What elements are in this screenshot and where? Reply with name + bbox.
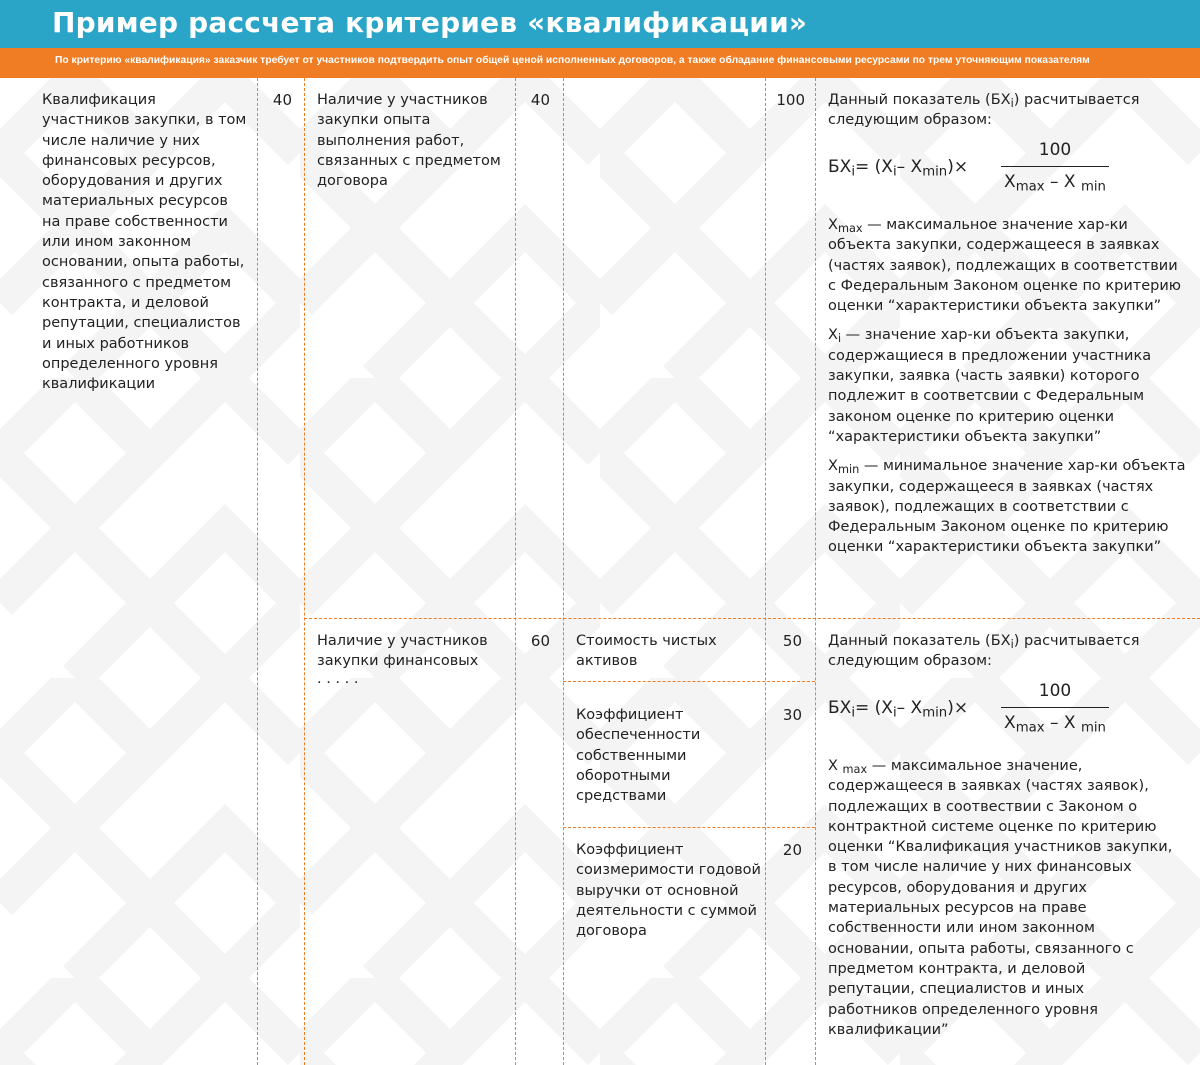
subindicator-label: Коэффициент обеспеченности собственными оборотными средствами xyxy=(576,707,701,805)
fraction-denominator: $X_{max}$ – X $_{min}$ xyxy=(1004,172,1106,195)
formula-intro: Данный показатель $(БХ_i)$ расчитывается следующим образом: xyxy=(828,633,1140,670)
subindicator-weight: 30 xyxy=(782,706,802,724)
subindicator-label: Стоимость чистых активов xyxy=(576,633,717,670)
formula-fraction xyxy=(1001,140,1109,195)
formula-lhs: $БХ_i= (X_i-$ $X_{min})\times$ xyxy=(828,698,969,721)
page-subtitle: По критерию «квалификация» заказчик требует от участников подтвердить опыт общей ценой исполненных договоров, а также обладание финансовыми ресурсами по трем уточняющим показателям xyxy=(55,55,1090,66)
criterion-weight: 40 xyxy=(272,91,292,109)
criterion-label: Квалификация участников закупки, в том числе наличие у них финансовых ресурсов, оборудования и других материальных ресурсов на праве собственности или ином законном основании, опыта работы, связанного с предметом контракта, и деловой репутации, специалистов и иных работников определенного уровня квалификации xyxy=(42,92,247,393)
xmin-description: $X_{min}$ — минимальное значение хар-ки объекта закупки, содержащееся в заявках (частях заявок), подлежащих в соответствии с Федеральным Законом оценке по критерию оценки “характеристики объекта закупки” xyxy=(828,458,1186,556)
formula-descriptions xyxy=(828,756,1173,1049)
col-divider xyxy=(515,78,516,1065)
formula-descriptions xyxy=(828,215,1188,567)
indicator-weight: 40 xyxy=(530,91,550,109)
clipped-text-fragment: . . . . . xyxy=(317,671,359,687)
page-title: Пример рассчета критериев «квалификации» xyxy=(52,6,808,39)
col-divider xyxy=(815,78,816,1065)
xi-description: $X_i$ — значение хар-ки объекта закупки, содержащиеся в предложении участника закупки, заявка (часть заявки) которого подлежит в соответсвии с Федеральным законом оценке по критерию оценки “характеристики объекта закупки” xyxy=(828,327,1152,445)
formula-lhs: $БХ_i= (X_i-$ $X_{min})\times$ xyxy=(828,157,969,180)
fraction-numerator: 100 xyxy=(1038,681,1072,701)
col-divider xyxy=(304,78,305,1065)
col-divider xyxy=(257,78,258,1065)
title-bar xyxy=(0,0,1200,48)
indicator-weight: 60 xyxy=(530,632,550,650)
col-divider xyxy=(563,78,564,1065)
indicator-label: Наличие у участников закупки опыта выполнения работ, связанных с предметом договора xyxy=(317,92,501,190)
subindicator-weight: 50 xyxy=(782,632,802,650)
xmax-description: X $_{max}$ — максимальное значение, содержащееся в заявках (частях заявок), подлежащих в соотвествии с Законом о контрактной системе оценке по критерию оценки “Квалификация участников закупки, в том числе наличие у них финансовых ресурсов, оборудования и других материальных ресурсов на праве собственности или ином законном основании, опыта работы, связанного с предметом контракта, и деловой репутации, специалистов и иных работников определенного уровня квалификации” xyxy=(828,758,1173,1038)
row-divider xyxy=(563,681,815,682)
xmax-description: $X_{max}$ — максимальное значение хар-ки объекта закупки, содержащееся в заявках (частях заявок), подлежащих в соответствии с Федеральным Законом оценке по критерию оценки “характеристики объекта закупки” xyxy=(828,217,1181,315)
fraction-denominator: $X_{max}$ – X $_{min}$ xyxy=(1004,713,1106,736)
formula-fraction xyxy=(1001,681,1109,736)
subindicator-label: Коэффициент соизмеримости годовой выручки от основной деятельности с суммой договора xyxy=(576,842,761,940)
subindicator-weight: 100 xyxy=(776,91,805,109)
indicator-label: Наличие у участников закупки финансовых xyxy=(317,633,488,670)
row-divider xyxy=(563,827,815,828)
fraction-numerator: 100 xyxy=(1038,140,1072,160)
col-divider xyxy=(765,78,766,1065)
formula-intro: Данный показатель $(БХ_i)$ расчитывается следующим образом: xyxy=(828,92,1140,129)
subindicator-weight: 20 xyxy=(782,841,802,859)
row-divider xyxy=(304,618,1200,619)
subtitle-bar xyxy=(0,48,1200,78)
